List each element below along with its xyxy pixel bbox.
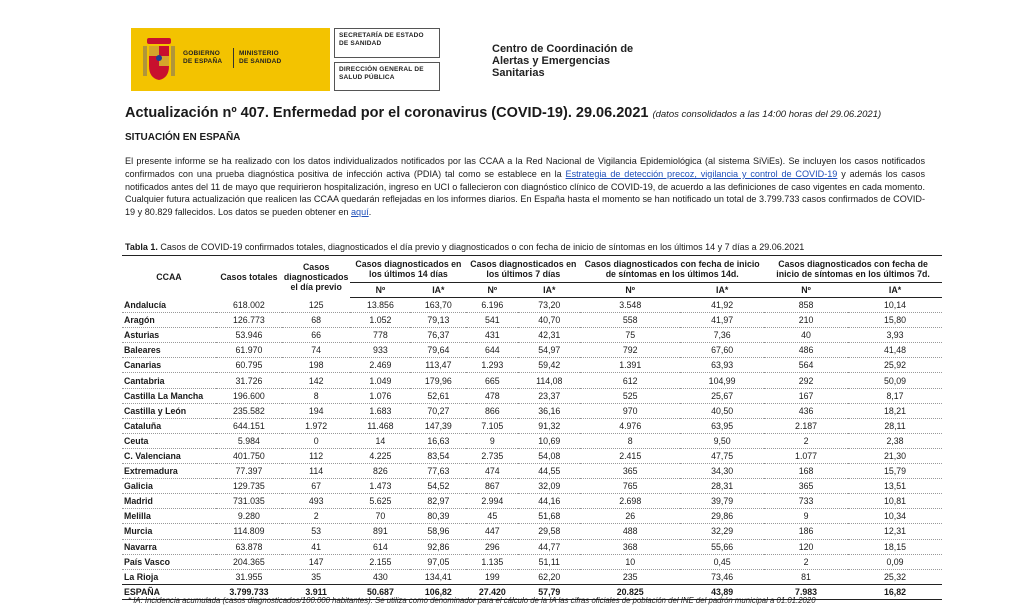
table-cell: 25,32 xyxy=(884,571,907,582)
page-subtitle: (datos consolidados a las 14:00 horas del 29.06.2021) xyxy=(652,109,882,120)
table-cell: 63,93 xyxy=(711,360,734,371)
table-cell: 32,29 xyxy=(711,526,734,537)
table-cell: 194 xyxy=(308,405,324,416)
table-row xyxy=(122,554,942,569)
table-cell: 0 xyxy=(313,435,319,446)
table-cell: 2.735 xyxy=(481,450,504,461)
table-cell: 1.077 xyxy=(795,450,818,461)
table-cell: 10,81 xyxy=(884,496,907,507)
table-cell: 198 xyxy=(308,360,324,371)
table-cell: 29,58 xyxy=(538,526,561,537)
table-cell: 525 xyxy=(622,390,638,401)
ministerio-label: MINISTERIO DE SANIDAD xyxy=(239,50,282,65)
table-cell: 32,09 xyxy=(538,481,561,492)
table-cell: 147 xyxy=(308,556,324,567)
ccaa-name: C. Valenciana xyxy=(124,450,181,461)
table-cell: 13,51 xyxy=(884,481,907,492)
table-cell: 614 xyxy=(373,541,388,552)
ccaa-name: Cantabria xyxy=(124,375,165,386)
table-cell: 778 xyxy=(373,330,388,341)
table-cell: 41,48 xyxy=(884,345,907,356)
ccaa-name: Aragón xyxy=(124,315,155,326)
table-cell: 62,20 xyxy=(538,571,561,582)
table-cell: 665 xyxy=(484,375,500,386)
table-row xyxy=(122,433,942,448)
subheader-ia: IA* xyxy=(518,283,580,298)
table-cell: 10,14 xyxy=(884,300,907,311)
table-cell: 210 xyxy=(798,315,814,326)
table-cell: ESPAÑA xyxy=(124,586,161,597)
table-row xyxy=(122,403,942,418)
table-cell: 29,86 xyxy=(711,511,734,522)
table-cell: 41,97 xyxy=(711,315,734,326)
table-cell: 91,32 xyxy=(538,420,561,431)
table-row xyxy=(122,343,942,358)
table-cell: 401.750 xyxy=(233,450,265,461)
table-cell: 76,37 xyxy=(427,330,450,341)
ccaa-name: Canarias xyxy=(124,360,162,371)
table-row xyxy=(122,494,942,509)
table-cell: 10 xyxy=(625,556,636,567)
ccaa-name: Madrid xyxy=(124,496,153,507)
table-cell: 6.196 xyxy=(481,300,504,311)
aqui-link[interactable]: aquí xyxy=(351,207,369,218)
table-cell: 26 xyxy=(625,511,636,522)
table-cell: 368 xyxy=(622,541,638,552)
table-cell: 7.105 xyxy=(481,420,504,431)
table-cell: 10,69 xyxy=(538,435,561,446)
table-cell: 58,96 xyxy=(427,526,450,537)
table-cell: 55,66 xyxy=(711,541,734,552)
section-heading: SITUACIÓN EN ESPAÑA xyxy=(125,132,241,143)
table-cell: 2.994 xyxy=(481,496,504,507)
table-cell: 40 xyxy=(801,330,811,341)
subheader-n: Nº xyxy=(764,283,848,298)
table-cell: 82,97 xyxy=(427,496,450,507)
table-cell: 2.469 xyxy=(369,360,392,371)
table-cell: 31.726 xyxy=(235,375,263,386)
table-cell: 1.391 xyxy=(619,360,642,371)
coat-of-arms-icon xyxy=(141,36,177,82)
table-cell: 612 xyxy=(622,375,638,386)
table-cell: 493 xyxy=(308,496,324,507)
table-cell: 2.415 xyxy=(619,450,642,461)
table-cell: 60.795 xyxy=(235,360,263,371)
table-cell: 3,93 xyxy=(886,330,904,341)
table-cell: 644.151 xyxy=(233,420,265,431)
table-cell: 36,16 xyxy=(538,405,561,416)
table-cell: 25,67 xyxy=(711,390,734,401)
table-cell: 83,54 xyxy=(427,450,450,461)
table-cell: 40,70 xyxy=(538,315,561,326)
table-cell: 125 xyxy=(308,299,324,310)
table-cell: 474 xyxy=(484,466,500,477)
table-cell: 0,09 xyxy=(886,556,904,567)
footnote: * IA: Incidencia acumulada (casos diagnosticados/100.000 habitantes). Se utiliza como denominador para el cálculo de la IA las cifras oficiales de población del INE del padrón municipal a 01.01.2020 xyxy=(128,596,816,605)
table-cell: 63.878 xyxy=(235,541,263,552)
table-cell: 199 xyxy=(484,571,500,582)
table-cell: 134,41 xyxy=(424,571,452,582)
table-cell: 129.735 xyxy=(233,481,265,492)
table-cell: 1.683 xyxy=(369,405,392,416)
table-cell: 2.155 xyxy=(369,556,392,567)
table-cell: 70,27 xyxy=(427,405,450,416)
table-cell: 106,82 xyxy=(424,586,452,597)
header-14dias: Casos diagnosticados en los últimos 14 días xyxy=(350,256,466,283)
table-cell: 12,31 xyxy=(884,526,907,537)
ccaa-name: Castilla y León xyxy=(124,405,187,416)
table-cell: 167 xyxy=(798,390,814,401)
table-cell: 112 xyxy=(309,450,324,461)
table-cell: 365 xyxy=(798,481,814,492)
gobierno-label: GOBIERNO DE ESPAÑA xyxy=(183,50,223,65)
table-cell: 113,47 xyxy=(425,360,452,371)
table-cell: 1.076 xyxy=(369,390,392,401)
table-cell: 436 xyxy=(798,405,814,416)
ccaa-name: Murcia xyxy=(124,526,153,537)
table-row xyxy=(122,479,942,494)
table-cell: 104,99 xyxy=(708,375,736,386)
table-cell: 296 xyxy=(484,541,500,552)
table-cell: 9.280 xyxy=(237,511,260,522)
table-cell: 644 xyxy=(484,345,500,356)
table-cell: 204.365 xyxy=(233,556,265,567)
table-cell: 54,52 xyxy=(427,481,450,492)
subheader-ia: IA* xyxy=(410,283,466,298)
table-cell: 35 xyxy=(311,571,322,582)
table-cell: 70 xyxy=(375,511,386,522)
table-cell: 50.687 xyxy=(366,586,394,597)
centro-coordinacion: Centro de Coordinación de Alertas y Emergencias Sanitarias xyxy=(492,43,634,79)
table-cell: 45 xyxy=(487,511,498,522)
table-cell: 44,77 xyxy=(538,541,561,552)
table-cell: 42,31 xyxy=(538,330,561,341)
table-cell: 63,95 xyxy=(711,420,734,431)
table-cell: 7.983 xyxy=(795,586,818,597)
table-cell: 73,20 xyxy=(538,300,561,311)
table-cell: 179,96 xyxy=(424,375,452,386)
table-cell: 142 xyxy=(308,375,324,386)
table-cell: 44,55 xyxy=(538,466,561,477)
table-cell: 53 xyxy=(311,526,322,537)
table-cell: 97,05 xyxy=(427,556,450,567)
header-7dias: Casos diagnosticados en los últimos 7 días xyxy=(466,256,580,283)
logo-divider xyxy=(233,48,234,68)
table-cell: 34,30 xyxy=(711,466,734,477)
table-cell: 4.976 xyxy=(619,420,642,431)
header-sintomas-7d: Casos diagnosticados con fecha de inicio de síntomas en los últimos 7d. xyxy=(764,256,942,283)
table-cell: 826 xyxy=(373,466,388,477)
table-cell: 23,37 xyxy=(538,390,561,401)
table-row xyxy=(122,539,942,554)
table-cell: 1.972 xyxy=(305,420,328,431)
subheader-ia: IA* xyxy=(848,283,942,298)
ccaa-name: Navarra xyxy=(124,541,157,552)
ccaa-name: La Rioja xyxy=(124,571,159,582)
table-cell: 2 xyxy=(313,511,319,522)
table-cell: 40,50 xyxy=(711,405,734,416)
table-cell: 21,30 xyxy=(884,450,907,461)
table-cell: 5.625 xyxy=(369,496,392,507)
table-cell: 1.473 xyxy=(369,481,392,492)
table-cell: 126.773 xyxy=(233,315,265,326)
table-cell: 57,79 xyxy=(538,586,561,597)
ccaa-name: Ceuta xyxy=(124,435,149,446)
ccaa-name: Castilla La Mancha xyxy=(124,390,204,401)
table-cell: 20.825 xyxy=(616,586,644,597)
table-cell: 41,92 xyxy=(711,300,734,311)
table-cell: 13.856 xyxy=(366,300,394,311)
table-cell: 15,79 xyxy=(884,466,907,477)
table-cell: 2,38 xyxy=(886,435,904,446)
table-row xyxy=(122,448,942,463)
table-row xyxy=(122,388,942,403)
table-cell: 50,09 xyxy=(884,375,907,386)
table-cell: 68 xyxy=(311,315,322,326)
table-cell: 25,92 xyxy=(884,360,907,371)
table-cell: 2 xyxy=(803,556,809,567)
table-cell: 51,68 xyxy=(538,511,561,522)
estrategia-link[interactable]: Estrategia de detección precoz, vigilancia y control de COVID-19 xyxy=(565,168,838,179)
table-cell: 114 xyxy=(309,466,324,477)
table-cell: 4.225 xyxy=(369,450,392,461)
table-cell: 81 xyxy=(801,571,811,582)
table-cell: 933 xyxy=(373,345,388,356)
subheader-ia: IA* xyxy=(680,283,764,298)
table-row xyxy=(122,328,942,343)
table-cell: 292 xyxy=(798,375,814,386)
table-row xyxy=(122,373,942,388)
table-cell: 75 xyxy=(625,330,636,341)
table-cell: 47,75 xyxy=(711,450,734,461)
table-cell: 92,86 xyxy=(427,541,450,552)
table-cell: 10,34 xyxy=(884,511,907,522)
table-cell: 9 xyxy=(803,511,809,522)
table-cell: 80,39 xyxy=(427,511,450,522)
table-cell: 77,63 xyxy=(427,466,450,477)
ccaa-name: Melilla xyxy=(124,511,151,522)
table-cell: 114.809 xyxy=(233,526,265,537)
table-cell: 866 xyxy=(484,405,500,416)
table-cell: 163,70 xyxy=(424,300,452,311)
table-cell: 0,45 xyxy=(713,556,731,567)
subheader-n: Nº xyxy=(580,283,680,298)
ccaa-name: País Vasco xyxy=(124,556,170,567)
table-cell: 28,11 xyxy=(884,420,906,431)
table-cell: 9,50 xyxy=(713,435,731,446)
table-cell: 73,46 xyxy=(711,571,734,582)
table-cell: 52,61 xyxy=(427,390,450,401)
table-cell: 41 xyxy=(311,541,322,552)
table-cell: 1.049 xyxy=(369,375,392,386)
table-cell: 18,15 xyxy=(884,541,907,552)
subheader-n: Nº xyxy=(350,283,410,298)
table-cell: 120 xyxy=(798,541,814,552)
table-cell: 858 xyxy=(798,300,814,311)
header-totales: Casos totales xyxy=(220,271,278,282)
table-cell: 1.135 xyxy=(481,556,504,567)
table-cell: 867 xyxy=(484,481,500,492)
ccaa-name: Asturias xyxy=(124,330,160,341)
table-cell: 5.984 xyxy=(237,435,260,446)
table-cell: 541 xyxy=(484,315,500,326)
table-cell: 54,08 xyxy=(538,450,561,461)
table-cell: 564 xyxy=(798,360,814,371)
table-cell: 43,89 xyxy=(711,586,734,597)
table-cell: 39,79 xyxy=(711,496,734,507)
ccaa-name: Extremadura xyxy=(124,466,178,477)
table-cell: 27.420 xyxy=(478,586,506,597)
table-cell: 478 xyxy=(484,390,500,401)
table-cell: 53.946 xyxy=(235,330,263,341)
table-cell: 488 xyxy=(622,526,638,537)
table-cell: 28,31 xyxy=(711,481,734,492)
table-cell: 235 xyxy=(622,571,638,582)
table-cell: 3.548 xyxy=(619,300,642,311)
table-row xyxy=(122,524,942,539)
secretaria-box: SECRETARÍA DE ESTADO DE SANIDAD xyxy=(334,28,440,58)
table-cell: 9 xyxy=(489,435,495,446)
gobierno-logo-banner xyxy=(131,28,330,91)
subheader-n: Nº xyxy=(466,283,518,298)
table-cell: 447 xyxy=(484,526,500,537)
table-cell: 765 xyxy=(622,481,638,492)
table-caption: Tabla 1. Casos de COVID-19 confirmados totales, diagnosticados el día previo y diagnosticados o con fecha de inicio de síntomas en los últimos 14 y 7 días a 29.06.2021 xyxy=(125,242,805,252)
table-cell: 186 xyxy=(798,526,814,537)
table-row xyxy=(122,569,942,584)
table-cell: 618.002 xyxy=(233,299,265,310)
table-cell: 8 xyxy=(313,390,319,401)
table-row xyxy=(122,418,942,433)
header-previo: Casos diagnosticados el día previo xyxy=(283,261,349,292)
table-cell: 1.052 xyxy=(369,315,392,326)
table-cell: 15,80 xyxy=(884,315,907,326)
table-cell: 8,17 xyxy=(886,390,904,401)
table-cell: 74 xyxy=(311,345,322,356)
page-title: Actualización nº 407. Enfermedad por el coronavirus (COVID-19). 29.06.2021 (datos consolidados a las 14:00 horas del 29.06.2021) xyxy=(125,105,882,121)
table-cell: 67 xyxy=(311,481,322,492)
table-cell: 114,08 xyxy=(536,375,563,386)
table-cell: 558 xyxy=(622,315,638,326)
table-cell: 3.911 xyxy=(305,586,327,597)
ccaa-name: Andalucía xyxy=(124,299,167,310)
table-cell: 1.293 xyxy=(481,360,504,371)
table-cell: 67,60 xyxy=(711,345,734,356)
table-cell: 2.187 xyxy=(795,420,818,431)
table-cell: 2.698 xyxy=(619,496,642,507)
table-cell: 31.955 xyxy=(235,571,263,582)
table-cell: 147,39 xyxy=(424,420,452,431)
table-row xyxy=(122,298,942,313)
table-cell: 79,64 xyxy=(427,345,450,356)
table-cell: 61.970 xyxy=(235,345,263,356)
table-cell: 430 xyxy=(373,571,388,582)
table-cell: 44,16 xyxy=(538,496,561,507)
table-cell: 731.035 xyxy=(233,496,265,507)
table-cell: 235.582 xyxy=(233,405,265,416)
table-row xyxy=(122,313,942,328)
table-cell: 970 xyxy=(622,405,638,416)
table-cell: 733 xyxy=(798,496,814,507)
table-row xyxy=(122,358,942,373)
intro-paragraph: El presente informe se ha realizado con los datos individualizados notificados por las CCAA a la Red Nacional de Vigilancia Epidemiológica (al sistema SiViEs). Se incluyen los casos notificados confirmados con una prueba diagnóstica positiva de infección activa (PDIA) tal como se establece en la Estrategia de detección precoz, vigilancia y control de COVID-19 y además los casos notificados antes del 11 de mayo que requirieron hospitalización, ingreso en UCI o fallecieron con diagnóstico clínico de COVID-19, de acuerdo a las definiciones de caso vigentes en cada momento. Cualquier futura actualización que realicen las CCAA quedarán reflejadas en los informes diarios. En España hasta el momento se han notificado un total de 3.799.733 casos confirmados de COVID-19 y 80.829 fallecidos. Los datos se pueden obtener en aquí. xyxy=(125,156,926,218)
table-cell: 16,82 xyxy=(884,586,907,597)
table-cell: 11.468 xyxy=(367,420,394,431)
table-cell: 792 xyxy=(622,345,638,356)
table-cell: 77.397 xyxy=(235,466,263,477)
direccion-box: DIRECCIÓN GENERAL DE SALUD PÚBLICA xyxy=(334,62,440,91)
table-row xyxy=(122,464,942,479)
table-cell: 7,36 xyxy=(713,330,731,341)
table-cell: 168 xyxy=(798,466,814,477)
ccaa-name: Baleares xyxy=(124,345,161,356)
table-cell: 8 xyxy=(627,435,633,446)
table-row xyxy=(122,509,942,524)
header-sintomas-14d: Casos diagnosticados con fecha de inicio de síntomas en los últimos 14d. xyxy=(580,256,764,283)
table-cell: 79,13 xyxy=(427,315,450,326)
table-cell: 196.600 xyxy=(233,390,265,401)
table-cell: 18,21 xyxy=(884,405,907,416)
table-cell: 486 xyxy=(798,345,814,356)
table-cell: 54,97 xyxy=(538,345,561,356)
ccaa-name: Cataluña xyxy=(124,420,162,431)
table-cell: 51,11 xyxy=(538,556,560,567)
table-cell: 59,42 xyxy=(538,360,561,371)
table-cell: 14 xyxy=(375,435,386,446)
ccaa-name: Galicia xyxy=(124,481,153,492)
table-cell: 16,63 xyxy=(427,435,450,446)
table-cell: 66 xyxy=(311,330,322,341)
table-cell: 2 xyxy=(803,435,809,446)
table-cell: 3.799.733 xyxy=(229,586,269,597)
table-cell: 891 xyxy=(373,526,388,537)
covid-cases-table xyxy=(122,255,942,600)
table-cell: 431 xyxy=(484,330,500,341)
table-cell: 365 xyxy=(622,466,638,477)
header-ccaa: CCAA xyxy=(156,271,182,282)
